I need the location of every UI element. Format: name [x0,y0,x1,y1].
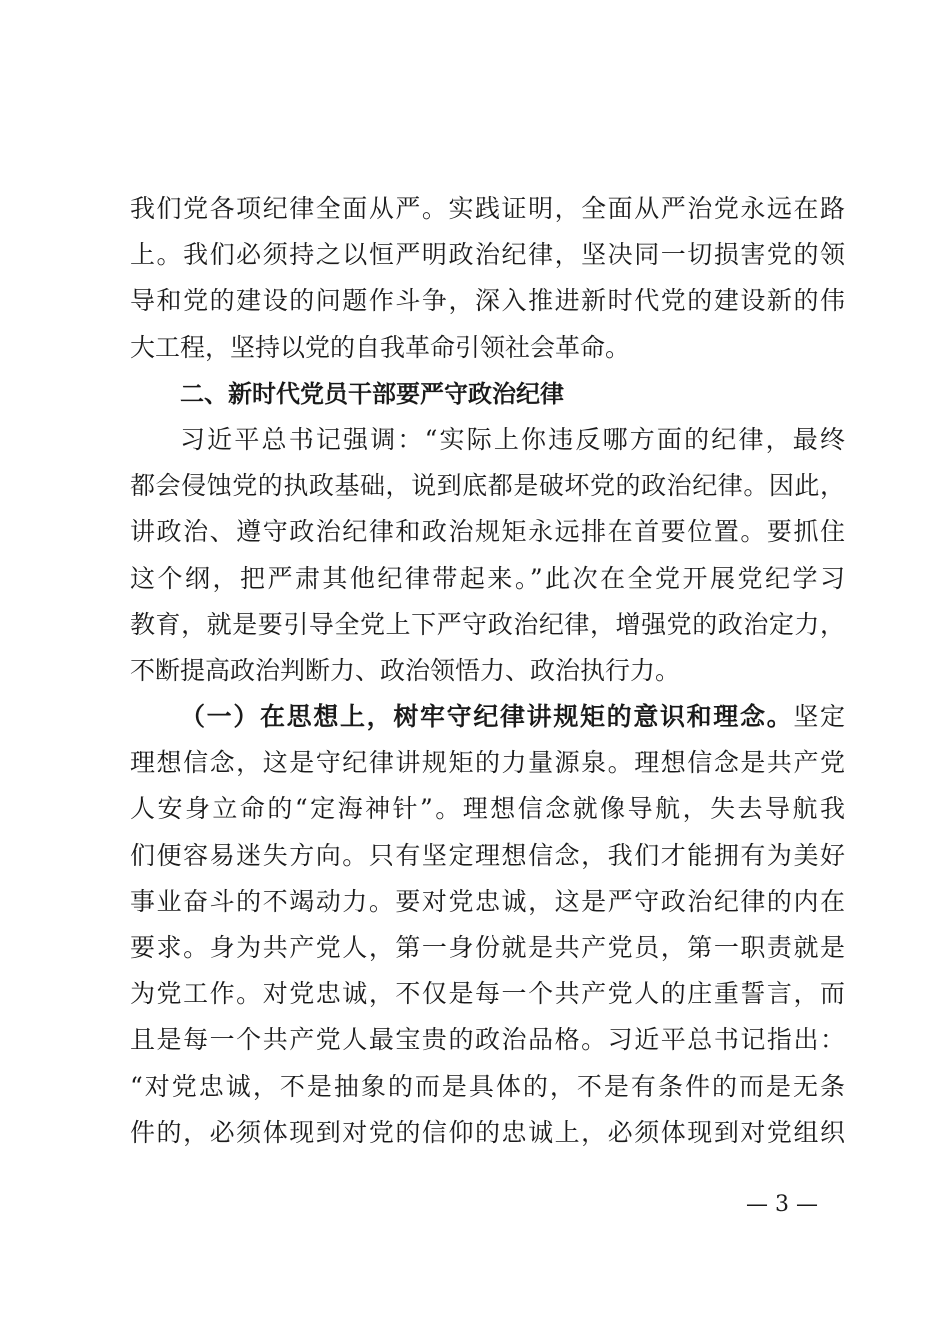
section-heading: 二、新时代党员干部要严守政治纪律 [180,379,564,408]
text-line: 事业奋斗的不竭动力。要对党忠诚，这是严守政治纪律的内在 [130,886,845,916]
paragraph-quote [130,417,845,694]
text-line: 教育，就是要引导全党上下严守政治纪律，增强党的政治定力， [130,609,845,639]
text-line: 我们党各项纪律全面从严。实践证明，全面从严治党永远在路 [130,194,845,223]
subsection-lead-text: 坚定 [793,702,845,732]
text-line: 不断提高政治判断力、政治领悟力、政治执行力。 [130,655,681,685]
text-line: “对党忠诚，不是抽象的而是具体的，不是有条件的而是无条 [130,1071,845,1101]
document-body [130,186,845,1156]
subsection-lead-line [130,694,845,740]
text-line: 为党工作。对党忠诚，不仅是每一个共产党人的庄重誓言，而 [130,979,845,1009]
text-line: 们便容易迷失方向。只有坚定理想信念，我们才能拥有为美好 [130,840,845,870]
text-line: 理想信念，这是守纪律讲规矩的力量源泉。理想信念是共产党 [130,748,845,778]
paragraph-intro [130,186,845,371]
page-number: — 3 — [746,1192,818,1217]
text-line: 习近平总书记强调：“实际上你违反哪方面的纪律，最终 [180,424,845,454]
paragraph-subsection [130,694,845,1156]
text-line: 人安身立命的“定海神针”。理想信念就像导航，失去导航我 [130,794,845,824]
text-line: 都会侵蚀党的执政基础，说到底都是破坏党的政治纪律。因此， [130,471,845,501]
text-line: 讲政治、遵守政治纪律和政治规矩永远排在首要位置。要抓住 [130,517,845,547]
subsection-heading: （一）在思想上，树牢守纪律讲规矩的意识和理念。 [180,702,794,732]
text-line: 要求。身为共产党人，第一身份就是共产党员，第一职责就是 [130,933,845,962]
text-line: 导和党的建设的问题作斗争，深入推进新时代党的建设新的伟 [130,286,845,316]
text-line: 且是每一个共产党人最宝贵的政治品格。习近平总书记指出： [130,1025,845,1055]
text-line: 上。我们必须持之以恒严明政治纪律，坚决同一切损害党的领 [130,240,845,270]
text-line: 件的，必须体现到对党的信仰的忠诚上，必须体现到对党组织 [130,1117,845,1147]
text-line: 大工程，坚持以党的自我革命引领社会革命。 [130,332,631,362]
text-line: 这个纲，把严肃其他纪律带起来。”此次在全党开展党纪学习 [130,563,845,593]
